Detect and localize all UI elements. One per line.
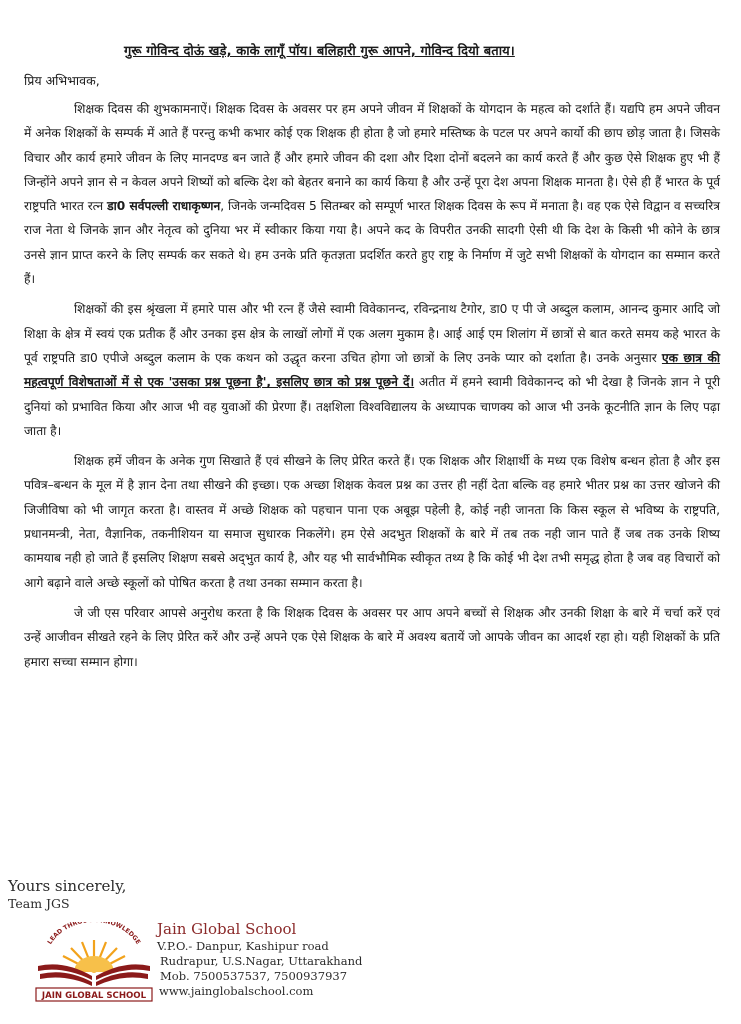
school-website-link[interactable]: www.jainglobalschool.com bbox=[159, 984, 314, 998]
paragraph bbox=[24, 97, 720, 291]
school-contact bbox=[157, 919, 362, 999]
closing-block bbox=[8, 877, 126, 913]
paragraph-text: जे जी एस परिवार आपसे अनुरोध करता है कि शिक्षक दिवस के अवसर पर आप अपने बच्चों से शिक्षक और उनकी शिक्षा के बारे में चर्चा करें एवं उन्हें आजीवन सीखते रहने के लिए प्रेरित करें और उन्हें अपने एक ऐसे शिक्षक के बारे में अवश्य बतायें जो आपके जीवन का आदर्श रहा हो। यही शिक्षकों के प्रति हमारा सच्चा सम्मान होगा। bbox=[24, 605, 720, 669]
highlighted-quote: एक छात्र की महत्वपूर्ण विशेषताओं में से एक 'उसका प्रश्न पूछना है', इसलिए छात्र को प्रश्न पूछने दें। bbox=[24, 350, 720, 390]
paragraph bbox=[24, 449, 720, 595]
logo-tagline: LEAD THRO NOWLEDGE bbox=[46, 922, 142, 946]
school-phone: Mob. 7500537537, 7500937937 bbox=[160, 969, 348, 983]
paragraph bbox=[24, 601, 720, 674]
letter-body bbox=[24, 97, 720, 680]
paragraph-text: शिक्षकों की इस श्रृंखला में हमारे पास और भी रत्न हैं जैसे स्वामी विवेकानन्द, रविन्द्रनाथ टैगोर, डा0 ए पी जे अब्दुल कलाम, आनन्द कुमार आदि जो शिक्षा के क्षेत्र में स्वयं एक प्रतीक हैं और उनका इस क्षेत्र के लाखों लोगों में एक अलग मुकाम है। आई आई एम शिलांग में छात्रों से बात करते समय कहे भारत के पूर्व राष्ट्रपति डा0 एपीजे अब्दुल कलाम के एक कथन को उद्धृत करना उचित होगा जो छात्रों के लिए उनके प्यार को दर्शाता है। उनके अनुसार bbox=[24, 302, 720, 365]
school-address-line-1: V.P.O.- Danpur, Kashipur road bbox=[157, 939, 329, 953]
closing-text: Yours sincerely, bbox=[8, 877, 127, 895]
paragraph-text: , जिनके जन्मदिवस 5 सितम्बर को सम्पूर्ण भारत शिक्षक दिवस के रूप में मनाता है। वह एक ऐसे विद्वान व सच्चरित्र राज नेता थे जिनके ज्ञान और नेतृत्व को दुनिया भर में स्वीकार किया गया है। अपने कद के विपरीत उनकी सादगी ऐसी थी कि देश के किसी भी कोने के छात्र उनसे ज्ञान प्राप्त करने के लिए सम्पर्क कर सकते थे। हम उनके प्रति कृतज्ञता प्रदर्शित करते हुए राष्ट्र के निर्माण में जुटे सभी शिक्षकों के योगदान का सम्मान करते हैं। bbox=[24, 199, 720, 287]
signature: Team JGS bbox=[8, 896, 70, 911]
paragraph bbox=[24, 297, 720, 443]
salutation: प्रिय अभिभावक, bbox=[24, 73, 100, 88]
school-address-line-2: Rudrapur, U.S.Nagar, Uttarakhand bbox=[160, 954, 363, 968]
open-book-rising-sun-icon bbox=[34, 922, 154, 1002]
paragraph-text: अतीत में हमने स्वामी विवेकानन्द को भी देखा है जिनके ज्ञान ने पूरी दुनियां को प्रभावित किया और आज भी वह युवाओं की प्रेरणा हैं। तक्षशिला विश्वविद्यालय के अध्यापक चाणक्य को आज भी उनके कूटनीति ज्ञान के लिए पढ़ा जाता है। bbox=[24, 375, 720, 438]
paragraph-text: शिक्षक हमें जीवन के अनेक गुण सिखाते हैं एवं सीखने के लिए प्रेरित करते हैं। एक शिक्षक और शिक्षार्थी के मध्य एक विशेष बन्धन होता है और इस पवित्र–बन्धन के मूल में है ज्ञान देना तथा सीखने की इच्छा। एक अच्छा शिक्षक केवल प्रश्न का उत्तर ही नहीं देता बल्कि वह हमारे भीतर प्रश्न का उत्तर खोजने की जिजीविषा को भी जागृत करता है। वास्तव में अच्छे शिक्षक को पहचान पाना एक अबूझ पहेली है, कोई नही जानता कि किस स्कूल से भविष्य के राष्ट्रपति, प्रधानमन्त्री, नेता, वैज्ञानिक, तकनीशियन या समाज सुधारक निकलेंगे। हम ऐसे अदभुत शिक्षकों के बारे में तब तक नही जान पाते हैं जब तक उनके शिष्य कामयाब नही हो जाते हैं इसलिए शिक्षण सबसे अद्‌भुत कार्य है, और यह भी सार्वभौमिक स्वीकृत तथ्य है कि कोई भी देश तभी समृद्ध होता है जब वह विचारों को आगे बढ़ाने वाले अच्छे स्कूलों को पोषित करता है तथा उनका सम्मान करता है। bbox=[24, 454, 720, 590]
letter-title: गुरू गोविन्द दोऊं खड़े, काके लागूँ पॉय। बलिहारी गुरू आपने, गोविन्द दियो बताय। bbox=[124, 44, 515, 59]
paragraph-text: शिक्षक दिवस की शुभकामनाऐं। शिक्षक दिवस के अवसर पर हम अपने जीवन में शिक्षकों के योगदान के महत्व को दर्शाते हैं। यद्यपि हम अपने जीवन में अनेक शिक्षकों के सम्पर्क में आते हैं परन्तु कभी कभार कोई एक शिक्षक ही होता है जो हमारे मस्तिष्क के पटल पर अपने कार्यो की छाप छोड़ जाता है। जिसके विचार और कार्य हमारे जीवन के लिए मानदण्ड बन जाते हैं और हमारे जीवन की दशा और दिशा दोनों बदलने का कार्य करते हैं और कुछ ऐसे शिक्षक हुए भी हैं जिन्होंने अपने ज्ञान से न केवल अपने शिष्यों को बल्कि देश को बेहतर बनाने का कार्य किया है और उन्हें पूरा देश अपना शिक्षक मानता है। ऐसे ही हैं भारत के पूर्व राष्ट्रपति भारत रत्न bbox=[24, 102, 720, 214]
school-logo bbox=[34, 922, 154, 1002]
logo-banner-text: JAIN GLOBAL SCHOOL bbox=[41, 991, 147, 1001]
school-name: Jain Global School bbox=[157, 920, 297, 938]
highlighted-name: डा0 सर्वपल्ली राधाकृष्णन bbox=[107, 199, 221, 214]
